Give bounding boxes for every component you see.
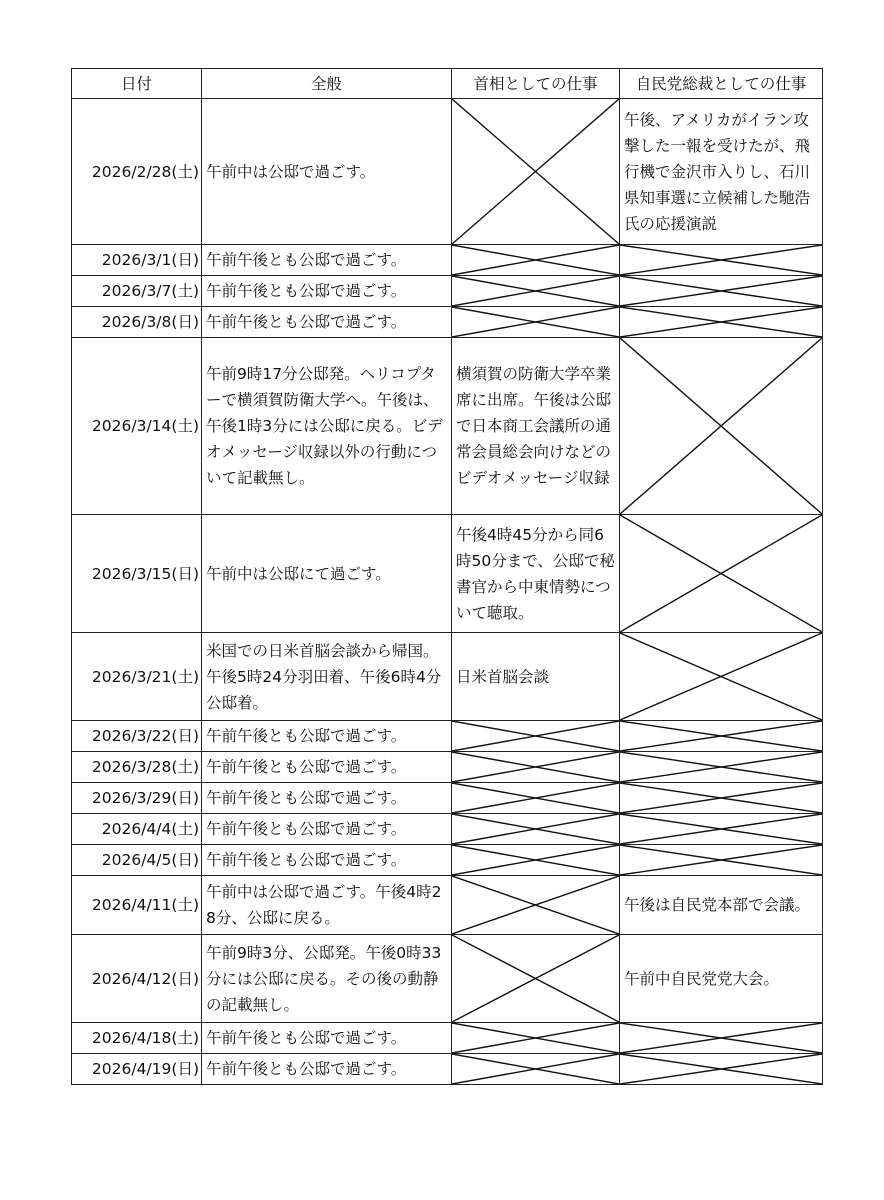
- general-cell: 午前中は公邸で過ごす。午後4時28分、公邸に戻る。: [202, 876, 452, 935]
- date-cell: 2026/2/28(土): [72, 99, 202, 245]
- empty-cell-cross: [620, 814, 823, 845]
- cross-mark: [452, 935, 619, 1022]
- empty-cell-cross: [452, 1023, 620, 1054]
- general-cell: 午前9時17分公邸発。ヘリコプターで横須賀防衛大学へ。午後は、午後1時3分には公邸に戻る。ビデオメッセージ収録以外の行動について記載無し。: [202, 338, 452, 515]
- cross-mark: [620, 721, 822, 751]
- table-row: [72, 721, 823, 752]
- general-cell: 午前午後とも公邸で過ごす。: [202, 783, 452, 814]
- empty-cell-cross: [452, 752, 620, 783]
- date-cell: 2026/3/22(日): [72, 721, 202, 752]
- empty-cell-cross: [620, 338, 823, 515]
- pm-work-cell: 午後4時45分から同6時50分まで、公邸で秘書官から中東情勢について聴取。: [452, 515, 620, 633]
- empty-cell-cross: [452, 814, 620, 845]
- cross-mark: [620, 276, 822, 306]
- cross-mark: [620, 338, 822, 514]
- general-cell: 午前中は公邸にて過ごす。: [202, 515, 452, 633]
- date-cell: 2026/3/21(土): [72, 633, 202, 721]
- ldp-work-cell: 午後、アメリカがイラン攻撃した一報を受けたが、飛行機で金沢市入りし、石川県知事選に立候補した馳浩氏の応援演説: [620, 99, 823, 245]
- cross-mark: [452, 752, 619, 782]
- date-cell: 2026/4/4(土): [72, 814, 202, 845]
- table-row: [72, 1023, 823, 1054]
- header-pm-work: 首相としての仕事: [452, 69, 620, 99]
- date-cell: 2026/4/5(日): [72, 845, 202, 876]
- header-row: [72, 69, 823, 99]
- general-cell: 午前午後とも公邸で過ごす。: [202, 814, 452, 845]
- general-cell: 米国での日米首脳会談から帰国。午後5時24分羽田着、午後6時4分公邸着。: [202, 633, 452, 721]
- cross-mark: [452, 276, 619, 306]
- empty-cell-cross: [620, 515, 823, 633]
- cross-mark: [452, 1054, 619, 1084]
- empty-cell-cross: [452, 845, 620, 876]
- cross-mark: [620, 245, 822, 275]
- general-cell: 午前午後とも公邸で過ごす。: [202, 276, 452, 307]
- header-date: 日付: [72, 69, 202, 99]
- date-cell: 2026/4/18(土): [72, 1023, 202, 1054]
- empty-cell-cross: [452, 1054, 620, 1085]
- general-cell: 午前午後とも公邸で過ごす。: [202, 845, 452, 876]
- general-cell: 午前9時3分、公邸発。午後0時33分には公邸に戻る。その後の動静の記載無し。: [202, 935, 452, 1023]
- cross-mark: [452, 245, 619, 275]
- empty-cell-cross: [452, 876, 620, 935]
- table-row: [72, 845, 823, 876]
- empty-cell-cross: [620, 633, 823, 721]
- table-body: [72, 99, 823, 1085]
- table-row: [72, 633, 823, 721]
- empty-cell-cross: [620, 783, 823, 814]
- table-row: [72, 752, 823, 783]
- ldp-work-cell: 午後は自民党本部で会議。: [620, 876, 823, 935]
- cross-mark: [620, 307, 822, 337]
- empty-cell-cross: [620, 721, 823, 752]
- cross-mark: [620, 783, 822, 813]
- cross-mark: [620, 1054, 822, 1084]
- general-cell: 午前午後とも公邸で過ごす。: [202, 245, 452, 276]
- schedule-table: [71, 68, 823, 1085]
- cross-mark: [620, 814, 822, 844]
- general-cell: 午前午後とも公邸で過ごす。: [202, 752, 452, 783]
- table-row: [72, 515, 823, 633]
- pm-work-cell: 日米首脳会談: [452, 633, 620, 721]
- general-cell: 午前午後とも公邸で過ごす。: [202, 1023, 452, 1054]
- empty-cell-cross: [452, 276, 620, 307]
- table-row: [72, 276, 823, 307]
- date-cell: 2026/4/11(土): [72, 876, 202, 935]
- table-row: [72, 876, 823, 935]
- empty-cell-cross: [620, 1023, 823, 1054]
- cross-mark: [452, 783, 619, 813]
- empty-cell-cross: [452, 99, 620, 245]
- cross-mark: [452, 845, 619, 875]
- table-row: [72, 99, 823, 245]
- empty-cell-cross: [620, 307, 823, 338]
- date-cell: 2026/3/7(土): [72, 276, 202, 307]
- date-cell: 2026/3/8(日): [72, 307, 202, 338]
- cross-mark: [620, 515, 822, 632]
- cross-mark: [452, 876, 619, 934]
- cross-mark: [452, 1023, 619, 1053]
- date-cell: 2026/4/12(日): [72, 935, 202, 1023]
- general-cell: 午前午後とも公邸で過ごす。: [202, 1054, 452, 1085]
- table-row: [72, 1054, 823, 1085]
- cross-mark: [452, 307, 619, 337]
- table-row: [72, 307, 823, 338]
- empty-cell-cross: [452, 935, 620, 1023]
- general-cell: 午前中は公邸で過ごす。: [202, 99, 452, 245]
- cross-mark: [620, 752, 822, 782]
- cross-mark: [452, 814, 619, 844]
- ldp-work-cell: 午前中自民党党大会。: [620, 935, 823, 1023]
- date-cell: 2026/3/14(土): [72, 338, 202, 515]
- table-row: [72, 814, 823, 845]
- table-row: [72, 245, 823, 276]
- date-cell: 2026/3/28(土): [72, 752, 202, 783]
- header-general: 全般: [202, 69, 452, 99]
- general-cell: 午前午後とも公邸で過ごす。: [202, 721, 452, 752]
- cross-mark: [620, 1023, 822, 1053]
- general-cell: 午前午後とも公邸で過ごす。: [202, 307, 452, 338]
- empty-cell-cross: [620, 1054, 823, 1085]
- empty-cell-cross: [452, 307, 620, 338]
- empty-cell-cross: [620, 245, 823, 276]
- table-row: [72, 338, 823, 515]
- empty-cell-cross: [620, 276, 823, 307]
- cross-mark: [620, 633, 822, 720]
- empty-cell-cross: [452, 783, 620, 814]
- empty-cell-cross: [620, 845, 823, 876]
- cross-mark: [452, 721, 619, 751]
- table-row: [72, 783, 823, 814]
- date-cell: 2026/3/29(日): [72, 783, 202, 814]
- date-cell: 2026/4/19(日): [72, 1054, 202, 1085]
- empty-cell-cross: [452, 721, 620, 752]
- header-ldp-work: 自民党総裁としての仕事: [620, 69, 823, 99]
- table-header: [72, 69, 823, 99]
- table-row: [72, 935, 823, 1023]
- date-cell: 2026/3/15(日): [72, 515, 202, 633]
- cross-mark: [452, 99, 619, 244]
- empty-cell-cross: [452, 245, 620, 276]
- pm-work-cell: 横須賀の防衛大学卒業席に出席。午後は公邸で日本商工会議所の通常会員総会向けなどのビデオメッセージ収録: [452, 338, 620, 515]
- cross-mark: [620, 845, 822, 875]
- date-cell: 2026/3/1(日): [72, 245, 202, 276]
- empty-cell-cross: [620, 752, 823, 783]
